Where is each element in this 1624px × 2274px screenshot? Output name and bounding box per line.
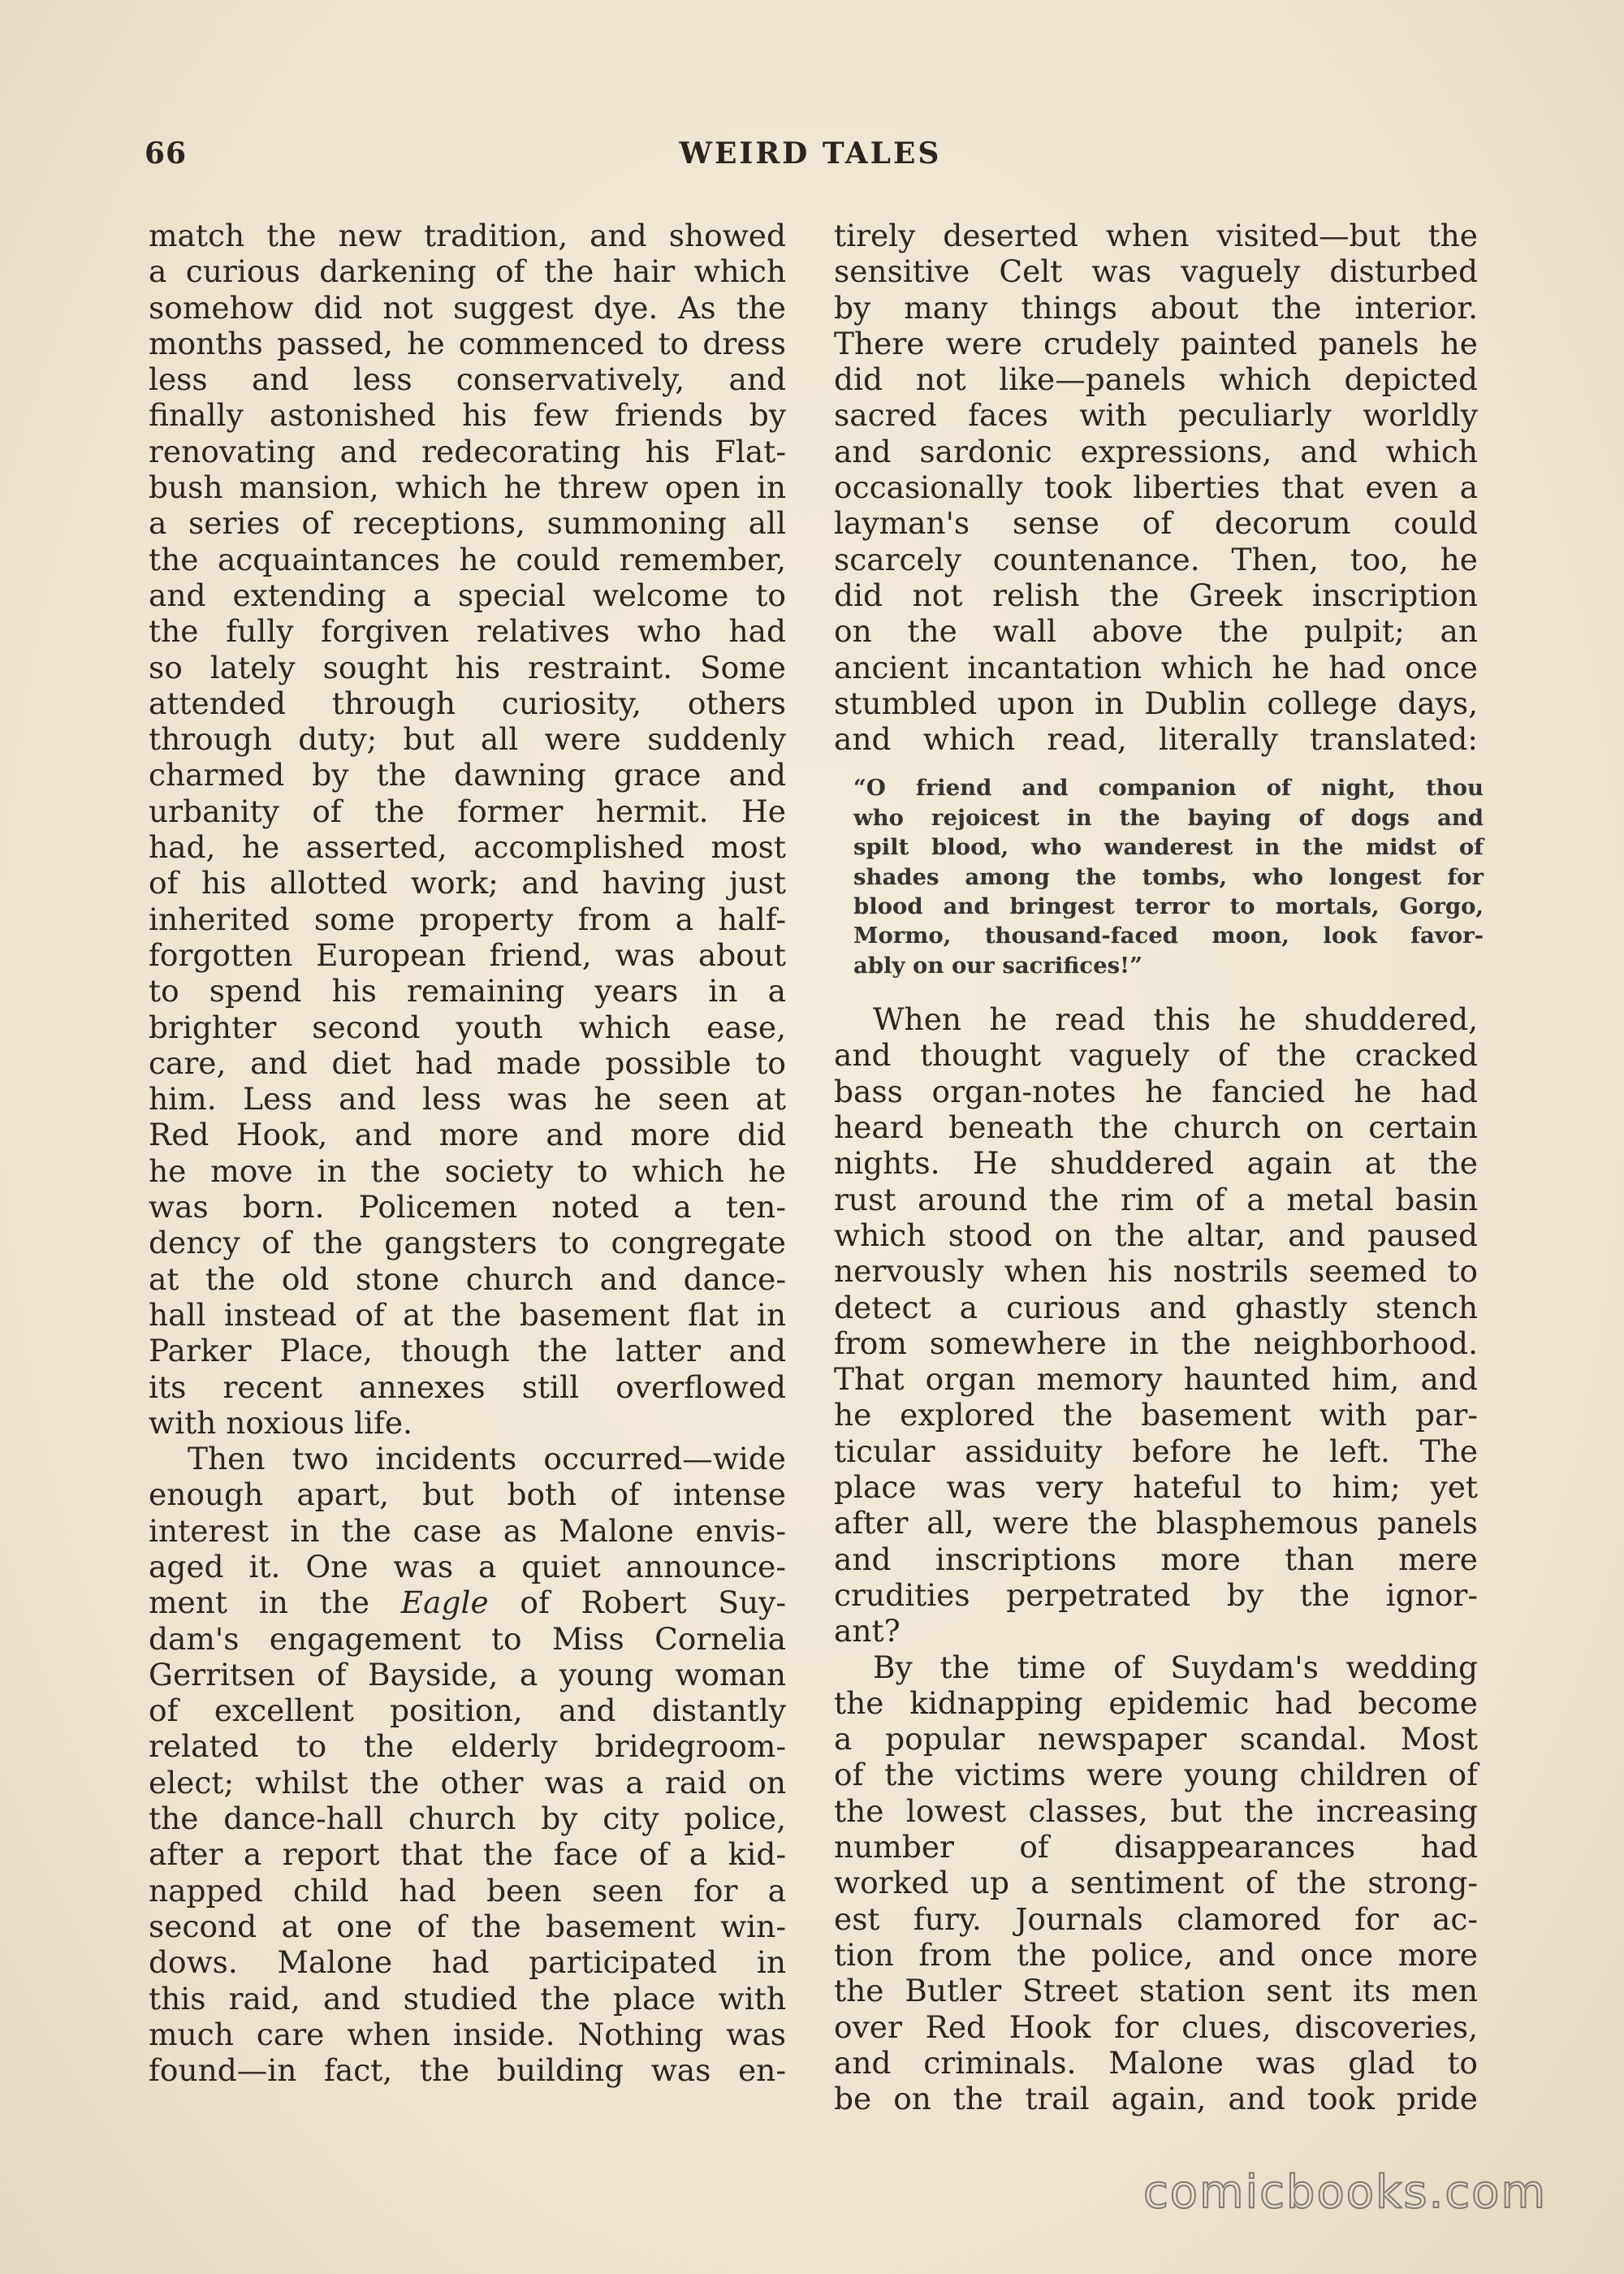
text-line: There were crudely painted panels he <box>834 325 1478 361</box>
text-line: the Butler Street station sent its men <box>834 1973 1478 2009</box>
text-line: brighter second youth which ease, <box>149 1009 786 1045</box>
left-paragraph-2-lines-a <box>149 1476 786 1584</box>
text-line: Red Hook, and more and more did <box>149 1117 786 1153</box>
text-line: he explored the basement with par- <box>834 1397 1478 1433</box>
text-line: nights. He shuddered again at the <box>834 1145 1478 1182</box>
text-line: second at one of the basement win- <box>149 1908 786 1944</box>
text-line: was born. Policemen noted a ten- <box>149 1189 786 1226</box>
text-line: him. Less and less was he seen at <box>149 1081 786 1118</box>
text-line: hall instead of at the basement flat in <box>149 1296 786 1333</box>
text-line: this raid, and studied the place with <box>149 1980 786 2017</box>
text-line: place was very hateful to him; yet <box>834 1469 1478 1506</box>
text-line: Gerritsen of Bayside, a young woman <box>149 1656 786 1693</box>
text-line: spilt blood, who wanderest in the midst of <box>853 834 1484 861</box>
text-line: occasionally took liberties that even a <box>834 469 1478 506</box>
text-line: a curious darkening of the hair which <box>149 253 786 290</box>
text-line: bush mansion, which he threw open in <box>149 469 786 506</box>
text-line: who rejoicest in the baying of dogs and <box>853 804 1484 831</box>
text-line: over Red Hook for clues, discoveries, <box>834 2008 1478 2045</box>
text-line: detect a curious and ghastly stench <box>834 1289 1478 1325</box>
text-line: ancient incantation which he had once <box>834 649 1478 685</box>
left-paragraph-1 <box>149 218 786 1441</box>
text-line: When he read this he shuddered, <box>873 1001 1478 1038</box>
text-span: ment in the <box>149 1584 401 1621</box>
text-line: Parker Place, though the latter and <box>149 1333 786 1369</box>
page-number: 66 <box>145 136 188 171</box>
greek-inscription-quote <box>853 773 1484 980</box>
text-line: and sardonic expressions, and which <box>834 433 1478 469</box>
text-line: much care when inside. Nothing was <box>149 2016 786 2052</box>
text-line: That organ memory haunted him, and <box>834 1361 1478 1398</box>
text-line: shades among the tombs, who longest for <box>853 863 1484 890</box>
text-line: Mormo, thousand-faced moon, look favor- <box>853 923 1484 949</box>
text-line: “O friend and companion of night, thou <box>853 775 1484 802</box>
right-paragraph-1 <box>834 218 1478 757</box>
newspaper-title: Eagle <box>400 1584 489 1621</box>
text-line: bass organ-notes he fancied he had <box>834 1073 1478 1109</box>
text-line: from somewhere in the neighborhood. <box>834 1325 1478 1361</box>
text-line: did not like—panels which depicted <box>834 361 1478 398</box>
text-line: through duty; but all were suddenly <box>149 721 786 758</box>
text-line: charmed by the dawning grace and <box>149 757 786 793</box>
text-line: related to the elderly bridegroom- <box>149 1728 786 1765</box>
page-header <box>145 136 1476 185</box>
text-line: est fury. Journals clamored for ac- <box>834 1900 1478 1937</box>
text-line: elect; whilst the other was a raid on <box>149 1764 786 1801</box>
text-line: inherited some property from a half- <box>149 901 786 937</box>
text-line: dows. Malone had participated in <box>149 1944 786 1981</box>
text-line: he move in the society to which he <box>149 1152 786 1189</box>
text-line: layman's sense of decorum could <box>834 505 1478 542</box>
text-line: the lowest classes, but the increasing <box>834 1792 1478 1829</box>
right-column <box>834 218 1484 2117</box>
text-line: interest in the case as Malone envis- <box>149 1512 786 1549</box>
text-line: somehow did not suggest dye. As the <box>149 289 786 326</box>
text-line: aged it. One was a quiet announce- <box>149 1548 786 1584</box>
left-paragraph-2 <box>149 1441 786 2088</box>
text-line: at the old stone church and dance- <box>149 1260 786 1297</box>
text-line: months passed, he commenced to dress <box>149 325 786 361</box>
text-line: tion from the police, and once more <box>834 1936 1478 1973</box>
text-line: so lately sought his restraint. Some <box>149 649 786 685</box>
text-line: scarcely countenance. Then, too, he <box>834 541 1478 577</box>
text-line: the fully forgiven relatives who had <box>149 613 786 650</box>
text-line: to spend his remaining years in a <box>149 973 786 1009</box>
text-line: care, and diet had made possible to <box>149 1044 786 1081</box>
running-title: WEIRD TALES <box>679 136 942 171</box>
text-line: and criminals. Malone was glad to <box>834 2044 1478 2081</box>
text-line: ant? <box>834 1613 901 1649</box>
text-line: worked up a sentiment of the strong- <box>834 1865 1478 1901</box>
text-line: rust around the rim of a metal basin <box>834 1181 1478 1217</box>
text-line: with noxious life. <box>149 1404 412 1441</box>
left-paragraph-2-lines-b <box>149 1621 786 2089</box>
text-line: napped child had been seen for a <box>149 1872 786 1909</box>
text-line: after a report that the face of a kid- <box>149 1836 786 1873</box>
text-line: by many things about the interior. <box>834 289 1478 326</box>
text-line: of excellent position, and distantly <box>149 1693 786 1729</box>
right-paragraph-3 <box>834 1649 1478 2117</box>
text-line: the acquaintances he could remember, <box>149 541 786 577</box>
text-line: nervously when his nostrils seemed to <box>834 1253 1478 1290</box>
text-line: and thought vaguely of the cracked <box>834 1037 1478 1074</box>
text-line: enough apart, but both of intense <box>149 1476 786 1513</box>
text-line: By the time of Suydam's wedding <box>873 1649 1478 1685</box>
left-column <box>149 218 786 2088</box>
text-line: less and less conservatively, and <box>149 361 786 398</box>
watermark-logo: comicbooks.com <box>1142 2166 1547 2219</box>
text-line: a popular newspaper scandal. Most <box>834 1721 1478 1757</box>
text-line: its recent annexes still overflowed <box>149 1368 786 1405</box>
text-line: dency of the gangsters to congregate <box>149 1225 786 1261</box>
text-line: tirely deserted when visited—but the <box>834 218 1478 253</box>
text-line: and which read, literally translated: <box>834 721 1478 758</box>
text-line: on the wall above the pulpit; an <box>834 613 1478 650</box>
text-line: and extending a special welcome to <box>149 577 786 613</box>
text-line: sensitive Celt was vaguely disturbed <box>834 253 1478 290</box>
text-line: renovating and redecorating his Flat- <box>149 433 786 469</box>
text-line: number of disappearances had <box>834 1829 1478 1865</box>
text-line: urbanity of the former hermit. He <box>149 793 786 829</box>
text-line: the kidnapping epidemic had become <box>834 1684 1478 1721</box>
text-line: of the victims were young children of <box>834 1757 1478 1793</box>
text-line: had, he asserted, accomplished most <box>149 829 786 866</box>
text-line: blood and bringest terror to mortals, Gorgo, <box>853 893 1484 920</box>
text-line: Then two incidents occurred—wide <box>188 1441 786 1477</box>
text-line: did not relish the Greek inscription <box>834 577 1478 613</box>
text-line: attended through curiosity, others <box>149 685 786 721</box>
text-line: and inscriptions more than mere <box>834 1541 1478 1577</box>
text-line: heard beneath the church on certain <box>834 1109 1478 1146</box>
text-line: the dance-hall church by city police, <box>149 1801 786 1837</box>
text-line: of his allotted work; and having just <box>149 865 786 901</box>
text-line: after all, were the blasphemous panels <box>834 1505 1478 1541</box>
text-line: which stood on the altar, and paused <box>834 1217 1478 1253</box>
text-line: crudities perpetrated by the ignor- <box>834 1576 1478 1613</box>
text-line <box>149 1584 786 1620</box>
text-line: be on the trail again, and took pride <box>834 2081 1478 2117</box>
text-line: found—in fact, the building was en- <box>149 2052 786 2089</box>
text-line: stumbled upon in Dublin college days, <box>834 685 1478 721</box>
text-span: of Robert Suy- <box>488 1584 786 1621</box>
text-line: a series of receptions, summoning all <box>149 505 786 542</box>
text-line: match the new tradition, and showed <box>149 218 786 253</box>
text-line: sacred faces with peculiarly worldly <box>834 397 1478 434</box>
text-line: forgotten European friend, was about <box>149 936 786 973</box>
text-line: ticular assiduity before he left. The <box>834 1433 1478 1469</box>
text-line: finally astonished his few friends by <box>149 397 786 434</box>
right-paragraph-2 <box>834 1001 1478 1649</box>
text-line: ably on our sacrifices!” <box>853 952 1142 979</box>
text-line: dam's engagement to Miss Cornelia <box>149 1620 786 1657</box>
